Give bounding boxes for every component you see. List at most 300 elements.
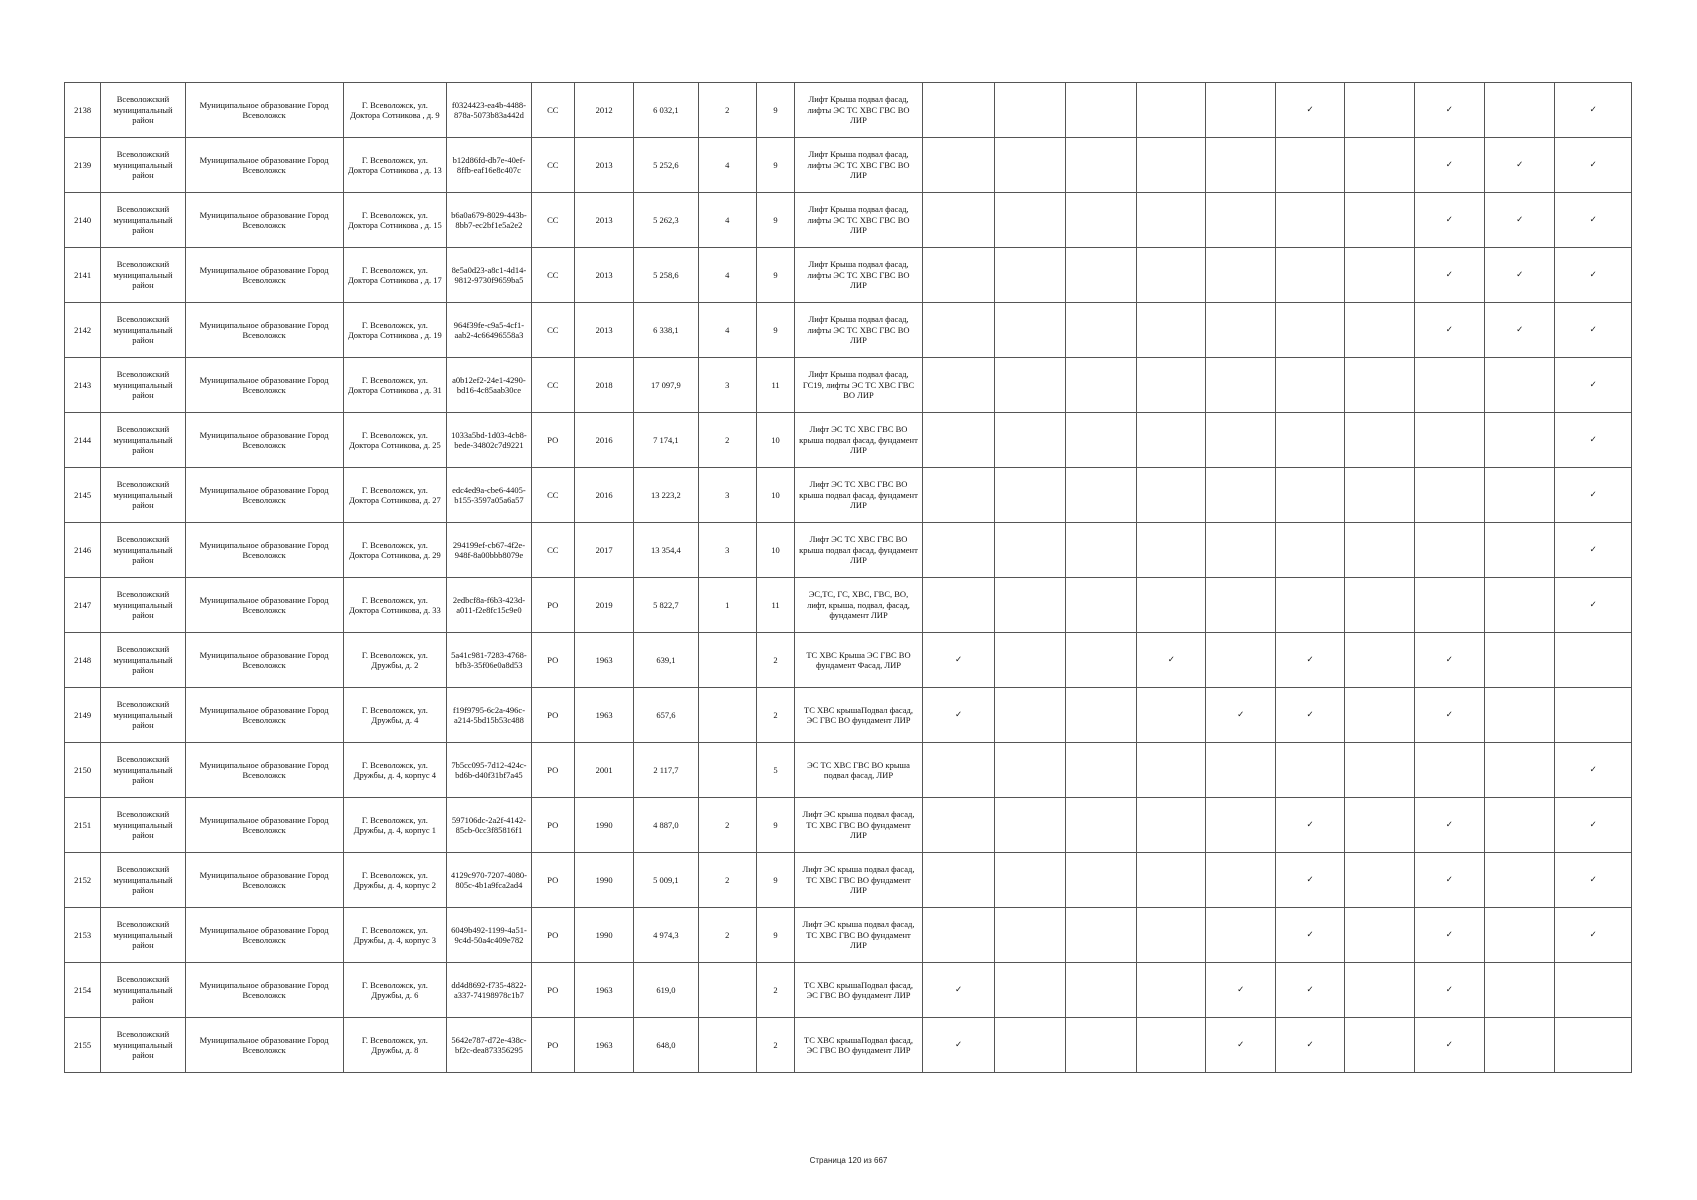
empty-work-cell <box>1137 83 1206 138</box>
check-mark-icon: ✓ <box>1414 248 1484 303</box>
empty-work-cell <box>1485 413 1555 468</box>
district-cell: Всеволожский муниципальный район <box>101 358 185 413</box>
row-number: 2141 <box>65 248 101 303</box>
address-cell: Г. Всеволожск, ул. Доктора Сотникова, д. 29 <box>343 523 447 578</box>
district-cell: Всеволожский муниципальный район <box>101 963 185 1018</box>
house-guid-cell: b6a0a679-8029-443b-8bb7-ec2bf1e5a2e2 <box>447 193 531 248</box>
row-number: 2142 <box>65 303 101 358</box>
fund-type-cell: РО <box>531 798 574 853</box>
empty-work-cell <box>922 138 994 193</box>
municipality-cell: Муниципальное образование Город Всеволожск <box>185 138 343 193</box>
floors-cell: 5 <box>756 743 794 798</box>
house-guid-cell: edc4ed9a-cbe6-4405-b155-3597a05a6a57 <box>447 468 531 523</box>
check-mark-icon: ✓ <box>1555 358 1632 413</box>
empty-work-cell <box>1345 303 1414 358</box>
municipality-cell: Муниципальное образование Город Всеволожск <box>185 413 343 468</box>
area-cell: 657,6 <box>634 688 698 743</box>
works-list-cell: Лифт Крыша подвал фасад, ГС19, лифты ЭС ТС ХВС ГВС ВО ЛИР <box>795 358 923 413</box>
municipality-cell: Муниципальное образование Город Всеволожск <box>185 523 343 578</box>
row-number: 2153 <box>65 908 101 963</box>
district-cell: Всеволожский муниципальный район <box>101 688 185 743</box>
address-cell: Г. Всеволожск, ул. Доктора Сотникова , д. 13 <box>343 138 447 193</box>
house-guid-cell: 5a41c981-7283-4768-bfb3-35f06e0a8d53 <box>447 633 531 688</box>
empty-work-cell <box>1065 908 1136 963</box>
area-cell: 5 822,7 <box>634 578 698 633</box>
build-year-cell: 2016 <box>574 413 633 468</box>
empty-work-cell <box>1345 688 1414 743</box>
district-cell: Всеволожский муниципальный район <box>101 908 185 963</box>
table-row <box>65 358 1632 413</box>
address-cell: Г. Всеволожск, ул. Дружбы, д. 4 <box>343 688 447 743</box>
row-number: 2145 <box>65 468 101 523</box>
area-cell: 7 174,1 <box>634 413 698 468</box>
entrances-cell: 2 <box>698 908 756 963</box>
empty-work-cell <box>1485 523 1555 578</box>
district-cell: Всеволожский муниципальный район <box>101 193 185 248</box>
empty-work-cell <box>1137 413 1206 468</box>
check-mark-icon: ✓ <box>1275 908 1344 963</box>
empty-work-cell <box>1345 248 1414 303</box>
build-year-cell: 2013 <box>574 138 633 193</box>
works-list-cell: ТС ХВС крышаПодвал фасад, ЭС ГВС ВО фундамент ЛИР <box>795 688 923 743</box>
area-cell: 5 252,6 <box>634 138 698 193</box>
works-list-cell: ЭС ТС ХВС ГВС ВО крыша подвал фасад, ЛИР <box>795 743 923 798</box>
empty-work-cell <box>1065 688 1136 743</box>
empty-work-cell <box>1065 743 1136 798</box>
empty-work-cell <box>995 688 1065 743</box>
empty-work-cell <box>995 523 1065 578</box>
district-cell: Всеволожский муниципальный район <box>101 468 185 523</box>
check-mark-icon: ✓ <box>1206 688 1275 743</box>
check-mark-icon: ✓ <box>1555 193 1632 248</box>
house-guid-cell: 964f39fe-c9a5-4cf1-aab2-4c66496558a3 <box>447 303 531 358</box>
fund-type-cell: СС <box>531 358 574 413</box>
check-mark-icon: ✓ <box>1555 908 1632 963</box>
works-list-cell: ЭС,ТС, ГС, ХВС, ГВС, ВО, лифт, крыша, подвал, фасад, фундамент ЛИР <box>795 578 923 633</box>
floors-cell: 2 <box>756 1018 794 1073</box>
address-cell: Г. Всеволожск, ул. Доктора Сотникова , д. 15 <box>343 193 447 248</box>
build-year-cell: 1963 <box>574 688 633 743</box>
empty-work-cell <box>995 1018 1065 1073</box>
table-row <box>65 743 1632 798</box>
empty-work-cell <box>1137 523 1206 578</box>
municipality-cell: Муниципальное образование Город Всеволожск <box>185 468 343 523</box>
floors-cell: 9 <box>756 853 794 908</box>
row-number: 2140 <box>65 193 101 248</box>
check-mark-icon: ✓ <box>1414 1018 1484 1073</box>
check-mark-icon: ✓ <box>1555 578 1632 633</box>
empty-work-cell <box>1485 1018 1555 1073</box>
empty-work-cell <box>1414 523 1484 578</box>
house-guid-cell: 294199ef-cb67-4f2e-948f-8a00bbb8079e <box>447 523 531 578</box>
empty-work-cell <box>1345 633 1414 688</box>
municipality-cell: Муниципальное образование Город Всеволожск <box>185 743 343 798</box>
build-year-cell: 2016 <box>574 468 633 523</box>
floors-cell: 11 <box>756 578 794 633</box>
district-cell: Всеволожский муниципальный район <box>101 853 185 908</box>
build-year-cell: 1990 <box>574 798 633 853</box>
area-cell: 6 338,1 <box>634 303 698 358</box>
check-mark-icon: ✓ <box>1485 138 1555 193</box>
table-row <box>65 688 1632 743</box>
floors-cell: 9 <box>756 303 794 358</box>
house-guid-cell: 2edbcf8a-f6b3-423d-a011-f2e8fc15c9e0 <box>447 578 531 633</box>
build-year-cell: 2001 <box>574 743 633 798</box>
empty-work-cell <box>1345 523 1414 578</box>
check-mark-icon: ✓ <box>1414 908 1484 963</box>
empty-work-cell <box>922 358 994 413</box>
works-list-cell: Лифт Крыша подвал фасад, лифты ЭС ТС ХВС ГВС ВО ЛИР <box>795 248 923 303</box>
empty-work-cell <box>1206 83 1275 138</box>
row-number: 2148 <box>65 633 101 688</box>
empty-work-cell <box>1137 688 1206 743</box>
empty-work-cell <box>1065 633 1136 688</box>
fund-type-cell: СС <box>531 248 574 303</box>
empty-work-cell <box>922 413 994 468</box>
empty-work-cell <box>1065 303 1136 358</box>
empty-work-cell <box>1206 413 1275 468</box>
district-cell: Всеволожский муниципальный район <box>101 523 185 578</box>
check-mark-icon: ✓ <box>1485 303 1555 358</box>
table-row <box>65 83 1632 138</box>
empty-work-cell <box>995 83 1065 138</box>
empty-work-cell <box>1275 578 1344 633</box>
entrances-cell: 4 <box>698 193 756 248</box>
entrances-cell <box>698 633 756 688</box>
empty-work-cell <box>1345 413 1414 468</box>
municipality-cell: Муниципальное образование Город Всеволожск <box>185 83 343 138</box>
works-list-cell: Лифт ЭС крыша подвал фасад, ТС ХВС ГВС ВО фундамент ЛИР <box>795 908 923 963</box>
district-cell: Всеволожский муниципальный район <box>101 83 185 138</box>
table-row <box>65 523 1632 578</box>
empty-work-cell <box>1485 688 1555 743</box>
fund-type-cell: РО <box>531 1018 574 1073</box>
empty-work-cell <box>1485 743 1555 798</box>
municipality-cell: Муниципальное образование Город Всеволожск <box>185 303 343 358</box>
municipality-cell: Муниципальное образование Город Всеволожск <box>185 193 343 248</box>
table-row <box>65 908 1632 963</box>
check-mark-icon: ✓ <box>1414 633 1484 688</box>
area-cell: 13 354,4 <box>634 523 698 578</box>
house-guid-cell: 5642e787-d72e-438c-bf2c-dea873356295 <box>447 1018 531 1073</box>
house-guid-cell: b12d86fd-db7e-40ef-8ffb-eaf16e8c407c <box>447 138 531 193</box>
floors-cell: 9 <box>756 138 794 193</box>
check-mark-icon: ✓ <box>1414 193 1484 248</box>
municipality-cell: Муниципальное образование Город Всеволожск <box>185 853 343 908</box>
empty-work-cell <box>995 413 1065 468</box>
check-mark-icon: ✓ <box>1555 83 1632 138</box>
municipality-cell: Муниципальное образование Город Всеволожск <box>185 633 343 688</box>
build-year-cell: 2013 <box>574 193 633 248</box>
floors-cell: 2 <box>756 633 794 688</box>
area-cell: 2 117,7 <box>634 743 698 798</box>
check-mark-icon: ✓ <box>1275 1018 1344 1073</box>
works-list-cell: Лифт ЭС крыша подвал фасад, ТС ХВС ГВС ВО фундамент ЛИР <box>795 853 923 908</box>
district-cell: Всеволожский муниципальный район <box>101 303 185 358</box>
works-list-cell: Лифт Крыша подвал фасад, лифты ЭС ТС ХВС ГВС ВО ЛИР <box>795 303 923 358</box>
address-cell: Г. Всеволожск, ул. Дружбы, д. 2 <box>343 633 447 688</box>
empty-work-cell <box>1345 193 1414 248</box>
entrances-cell: 1 <box>698 578 756 633</box>
empty-work-cell <box>1345 798 1414 853</box>
empty-work-cell <box>995 358 1065 413</box>
area-cell: 13 223,2 <box>634 468 698 523</box>
entrances-cell <box>698 743 756 798</box>
fund-type-cell: СС <box>531 523 574 578</box>
empty-work-cell <box>1414 358 1484 413</box>
empty-work-cell <box>1206 578 1275 633</box>
works-list-cell: Лифт ЭС крыша подвал фасад, ТС ХВС ГВС ВО фундамент ЛИР <box>795 798 923 853</box>
check-mark-icon: ✓ <box>1414 303 1484 358</box>
empty-work-cell <box>1275 303 1344 358</box>
table-row <box>65 963 1632 1018</box>
empty-work-cell <box>922 798 994 853</box>
empty-work-cell <box>1275 193 1344 248</box>
row-number: 2144 <box>65 413 101 468</box>
empty-work-cell <box>1065 468 1136 523</box>
house-guid-cell: 4129c970-7207-4080-805c-4b1a9fca2ad4 <box>447 853 531 908</box>
address-cell: Г. Всеволожск, ул. Доктора Сотникова , д. 9 <box>343 83 447 138</box>
empty-work-cell <box>1485 468 1555 523</box>
empty-work-cell <box>1485 853 1555 908</box>
empty-work-cell <box>922 83 994 138</box>
empty-work-cell <box>1414 468 1484 523</box>
municipality-cell: Муниципальное образование Город Всеволожск <box>185 1018 343 1073</box>
address-cell: Г. Всеволожск, ул. Доктора Сотникова , д. 17 <box>343 248 447 303</box>
works-list-cell: Лифт ЭС ТС ХВС ГВС ВО крыша подвал фасад, фундамент ЛИР <box>795 468 923 523</box>
check-mark-icon: ✓ <box>922 688 994 743</box>
check-mark-icon: ✓ <box>1555 248 1632 303</box>
empty-work-cell <box>1555 1018 1632 1073</box>
floors-cell: 10 <box>756 413 794 468</box>
table-row <box>65 138 1632 193</box>
address-cell: Г. Всеволожск, ул. Дружбы, д. 4, корпус 1 <box>343 798 447 853</box>
empty-work-cell <box>995 193 1065 248</box>
fund-type-cell: СС <box>531 83 574 138</box>
area-cell: 4 887,0 <box>634 798 698 853</box>
empty-work-cell <box>1065 578 1136 633</box>
empty-work-cell <box>1275 358 1344 413</box>
empty-work-cell <box>922 193 994 248</box>
empty-work-cell <box>1206 193 1275 248</box>
empty-work-cell <box>1137 193 1206 248</box>
district-cell: Всеволожский муниципальный район <box>101 138 185 193</box>
district-cell: Всеволожский муниципальный район <box>101 798 185 853</box>
address-cell: Г. Всеволожск, ул. Дружбы, д. 8 <box>343 1018 447 1073</box>
fund-type-cell: СС <box>531 193 574 248</box>
empty-work-cell <box>1137 468 1206 523</box>
table-row <box>65 798 1632 853</box>
empty-work-cell <box>995 853 1065 908</box>
empty-work-cell <box>1345 83 1414 138</box>
empty-work-cell <box>995 908 1065 963</box>
row-number: 2139 <box>65 138 101 193</box>
build-year-cell: 1990 <box>574 853 633 908</box>
row-number: 2146 <box>65 523 101 578</box>
empty-work-cell <box>922 468 994 523</box>
entrances-cell: 2 <box>698 413 756 468</box>
empty-work-cell <box>1137 853 1206 908</box>
build-year-cell: 1963 <box>574 1018 633 1073</box>
empty-work-cell <box>1065 963 1136 1018</box>
works-list-cell: Лифт ЭС ТС ХВС ГВС ВО крыша подвал фасад, фундамент ЛИР <box>795 413 923 468</box>
empty-work-cell <box>995 633 1065 688</box>
check-mark-icon: ✓ <box>1275 633 1344 688</box>
municipality-cell: Муниципальное образование Город Всеволожск <box>185 798 343 853</box>
address-cell: Г. Всеволожск, ул. Дружбы, д. 6 <box>343 963 447 1018</box>
check-mark-icon: ✓ <box>1275 853 1344 908</box>
municipality-cell: Муниципальное образование Город Всеволожск <box>185 578 343 633</box>
works-list-cell: Лифт Крыша подвал фасад, лифты ЭС ТС ХВС ГВС ВО ЛИР <box>795 83 923 138</box>
house-guid-cell: 7b5cc095-7d12-424c-bd6b-d40f31bf7a45 <box>447 743 531 798</box>
empty-work-cell <box>995 798 1065 853</box>
entrances-cell: 3 <box>698 468 756 523</box>
check-mark-icon: ✓ <box>1275 83 1344 138</box>
check-mark-icon: ✓ <box>1414 963 1484 1018</box>
address-cell: Г. Всеволожск, ул. Доктора Сотникова, д. 25 <box>343 413 447 468</box>
empty-work-cell <box>1065 798 1136 853</box>
works-list-cell: Лифт Крыша подвал фасад, лифты ЭС ТС ХВС ГВС ВО ЛИР <box>795 193 923 248</box>
empty-work-cell <box>1555 963 1632 1018</box>
house-guid-cell: 1033a5bd-1d03-4cb8-bede-34802c7d9221 <box>447 413 531 468</box>
fund-type-cell: СС <box>531 468 574 523</box>
empty-work-cell <box>1275 468 1344 523</box>
row-number: 2150 <box>65 743 101 798</box>
check-mark-icon: ✓ <box>922 963 994 1018</box>
floors-cell: 9 <box>756 83 794 138</box>
address-cell: Г. Всеволожск, ул. Доктора Сотникова, д. 27 <box>343 468 447 523</box>
empty-work-cell <box>1485 83 1555 138</box>
table-row <box>65 303 1632 358</box>
empty-work-cell <box>995 138 1065 193</box>
area-cell: 5 009,1 <box>634 853 698 908</box>
check-mark-icon: ✓ <box>1555 138 1632 193</box>
empty-work-cell <box>995 578 1065 633</box>
build-year-cell: 2012 <box>574 83 633 138</box>
empty-work-cell <box>995 963 1065 1018</box>
works-list-cell: ТС ХВС крышаПодвал фасад, ЭС ГВС ВО фундамент ЛИР <box>795 963 923 1018</box>
build-year-cell: 2013 <box>574 303 633 358</box>
row-number: 2154 <box>65 963 101 1018</box>
empty-work-cell <box>995 248 1065 303</box>
entrances-cell: 2 <box>698 83 756 138</box>
register-rows <box>65 83 1632 1073</box>
empty-work-cell <box>1345 963 1414 1018</box>
entrances-cell: 4 <box>698 248 756 303</box>
area-cell: 6 032,1 <box>634 83 698 138</box>
check-mark-icon: ✓ <box>1206 963 1275 1018</box>
house-guid-cell: f19f9795-6c2a-496c-a214-5bd15b53c488 <box>447 688 531 743</box>
table-row <box>65 853 1632 908</box>
check-mark-icon: ✓ <box>1275 688 1344 743</box>
entrances-cell <box>698 1018 756 1073</box>
empty-work-cell <box>1137 963 1206 1018</box>
works-list-cell: ТС ХВС крышаПодвал фасад, ЭС ГВС ВО фундамент ЛИР <box>795 1018 923 1073</box>
empty-work-cell <box>922 523 994 578</box>
fund-type-cell: РО <box>531 963 574 1018</box>
empty-work-cell <box>922 303 994 358</box>
empty-work-cell <box>1345 468 1414 523</box>
area-cell: 4 974,3 <box>634 908 698 963</box>
entrances-cell: 2 <box>698 798 756 853</box>
empty-work-cell <box>1065 523 1136 578</box>
empty-work-cell <box>1065 138 1136 193</box>
empty-work-cell <box>1137 303 1206 358</box>
address-cell: Г. Всеволожск, ул. Дружбы, д. 4, корпус 4 <box>343 743 447 798</box>
entrances-cell: 3 <box>698 523 756 578</box>
empty-work-cell <box>1206 523 1275 578</box>
empty-work-cell <box>1345 743 1414 798</box>
row-number: 2149 <box>65 688 101 743</box>
table-row <box>65 578 1632 633</box>
works-list-cell: Лифт ЭС ТС ХВС ГВС ВО крыша подвал фасад, фундамент ЛИР <box>795 523 923 578</box>
area-cell: 5 262,3 <box>634 193 698 248</box>
area-cell: 639,1 <box>634 633 698 688</box>
house-guid-cell: 6049b492-1199-4a51-9c4d-50a4c409e782 <box>447 908 531 963</box>
check-mark-icon: ✓ <box>1206 1018 1275 1073</box>
table-row <box>65 193 1632 248</box>
house-guid-cell: a0b12ef2-24e1-4290-bd16-4c85aab30ce <box>447 358 531 413</box>
floors-cell: 11 <box>756 358 794 413</box>
municipality-cell: Муниципальное образование Город Всеволожск <box>185 688 343 743</box>
empty-work-cell <box>1137 743 1206 798</box>
empty-work-cell <box>922 853 994 908</box>
empty-work-cell <box>1206 248 1275 303</box>
check-mark-icon: ✓ <box>1275 798 1344 853</box>
area-cell: 648,0 <box>634 1018 698 1073</box>
build-year-cell: 1990 <box>574 908 633 963</box>
district-cell: Всеволожский муниципальный район <box>101 578 185 633</box>
check-mark-icon: ✓ <box>1555 853 1632 908</box>
empty-work-cell <box>1137 908 1206 963</box>
area-cell: 5 258,6 <box>634 248 698 303</box>
row-number: 2147 <box>65 578 101 633</box>
house-guid-cell: 8e5a0d23-a8c1-4d14-9812-9730f9659ba5 <box>447 248 531 303</box>
check-mark-icon: ✓ <box>1414 798 1484 853</box>
empty-work-cell <box>1275 523 1344 578</box>
row-number: 2138 <box>65 83 101 138</box>
empty-work-cell <box>1485 633 1555 688</box>
build-year-cell: 2019 <box>574 578 633 633</box>
build-year-cell: 1963 <box>574 963 633 1018</box>
empty-work-cell <box>1485 908 1555 963</box>
empty-work-cell <box>1137 798 1206 853</box>
empty-work-cell <box>1137 578 1206 633</box>
district-cell: Всеволожский муниципальный район <box>101 413 185 468</box>
check-mark-icon: ✓ <box>1414 853 1484 908</box>
empty-work-cell <box>1345 578 1414 633</box>
empty-work-cell <box>1206 633 1275 688</box>
empty-work-cell <box>1485 578 1555 633</box>
empty-work-cell <box>1485 963 1555 1018</box>
address-cell: Г. Всеволожск, ул. Дружбы, д. 4, корпус 3 <box>343 908 447 963</box>
empty-work-cell <box>1206 138 1275 193</box>
empty-work-cell <box>1206 303 1275 358</box>
empty-work-cell <box>1275 743 1344 798</box>
check-mark-icon: ✓ <box>1137 633 1206 688</box>
floors-cell: 9 <box>756 908 794 963</box>
empty-work-cell <box>1206 468 1275 523</box>
fund-type-cell: СС <box>531 138 574 193</box>
check-mark-icon: ✓ <box>1555 523 1632 578</box>
empty-work-cell <box>1065 358 1136 413</box>
check-mark-icon: ✓ <box>1485 248 1555 303</box>
empty-work-cell <box>995 303 1065 358</box>
build-year-cell: 2013 <box>574 248 633 303</box>
entrances-cell <box>698 963 756 1018</box>
empty-work-cell <box>1065 1018 1136 1073</box>
empty-work-cell <box>1206 798 1275 853</box>
